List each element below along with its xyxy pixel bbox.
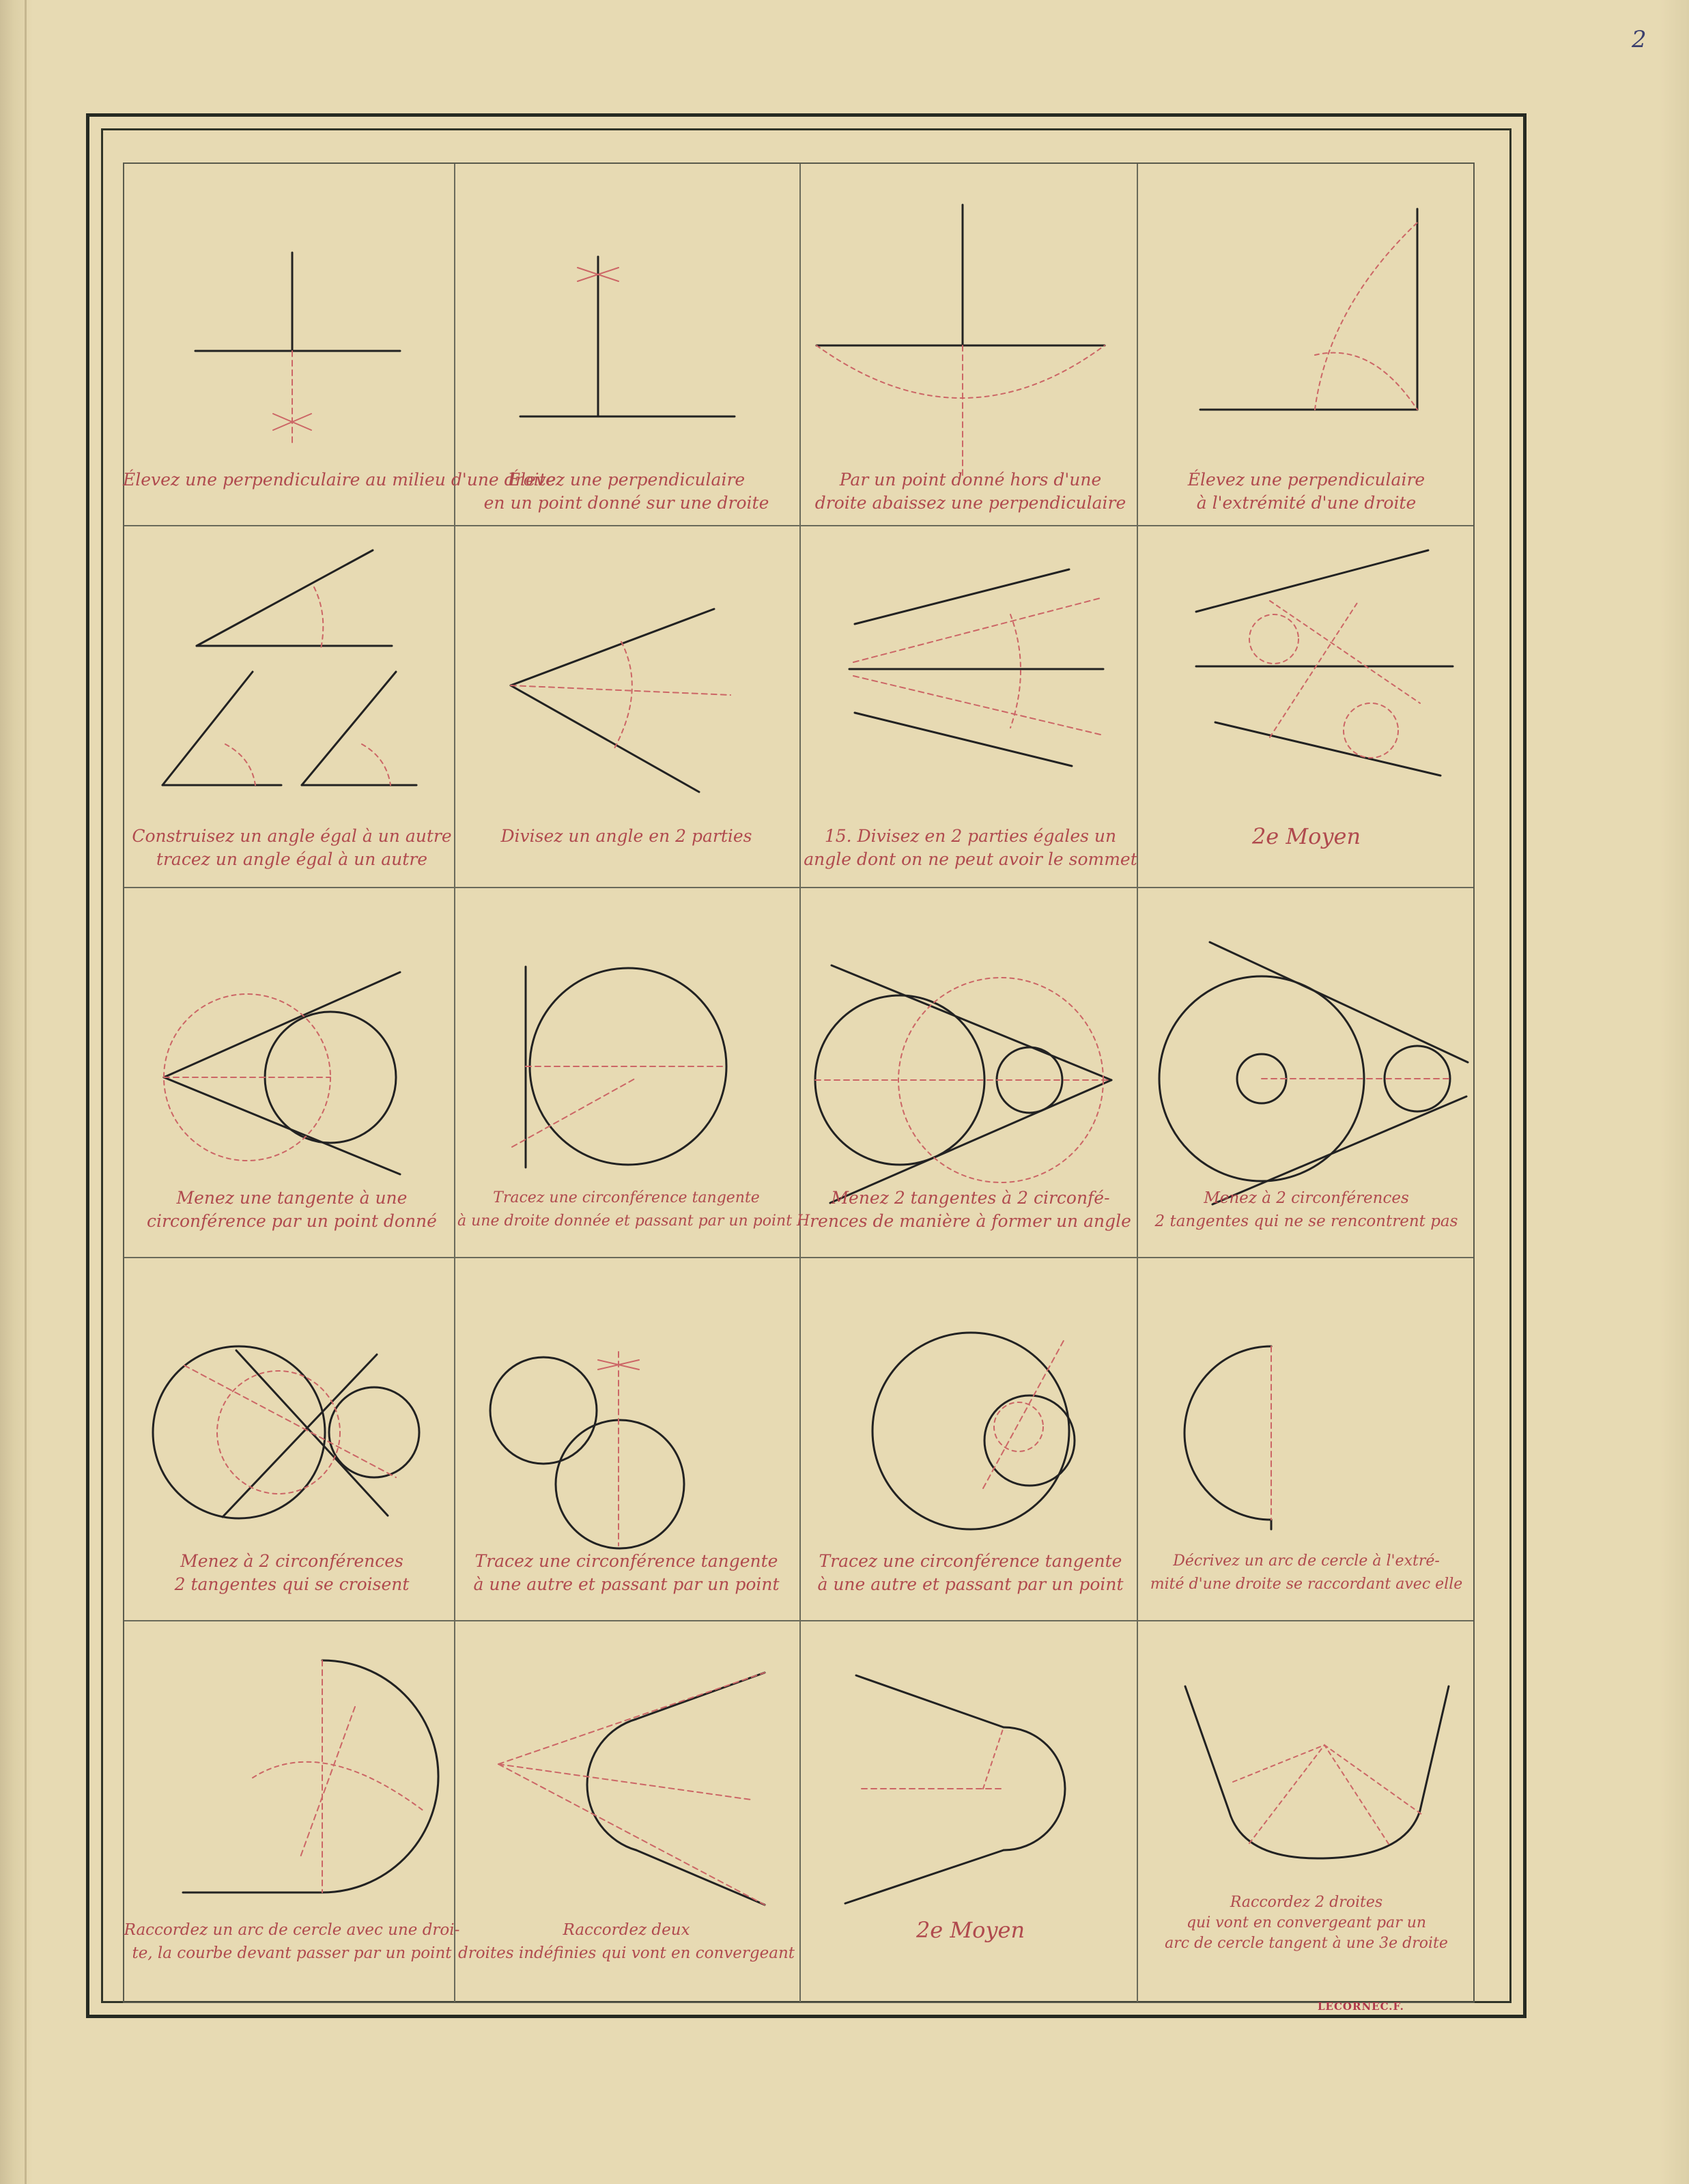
plate-4-caption	[1137, 468, 1475, 515]
plate-2-caption-line2: en un point donné sur une droite	[483, 493, 769, 513]
plate-10-caption-line2: à une droite donnée et passant par un point H	[457, 1212, 810, 1230]
plate-11-drawing	[815, 965, 1111, 1203]
plate-2-caption	[457, 468, 795, 515]
plate-16-caption-line1: Décrivez un arc de cercle à l'extré-	[1173, 1552, 1440, 1570]
plate-20-caption-line2: qui vont en convergeant par un	[1186, 1914, 1427, 1931]
plate-17-caption	[123, 1918, 461, 1965]
plate-5-caption	[123, 825, 461, 871]
plate-4-caption-line1: Élevez une perpendiculaire	[1187, 470, 1425, 490]
plate-18-drawing	[498, 1673, 765, 1905]
plate-10-caption	[457, 1187, 810, 1233]
plate-2-drawing	[520, 257, 735, 416]
plate-1-caption-line2: Élevez une perpendiculaire au milieu d'une droite	[123, 470, 556, 490]
plate-4-caption-line2: à l'extrémité d'une droite	[1196, 493, 1417, 513]
plate-9-caption-line2: circonférence par un point donné	[147, 1211, 437, 1231]
page-number: 2	[1632, 26, 1647, 53]
plate-18-caption	[457, 1918, 795, 1965]
plate-13-caption	[123, 1550, 461, 1596]
plate-6-caption	[457, 825, 795, 848]
plate-15-caption	[801, 1550, 1139, 1596]
plate-7-drawing	[849, 569, 1103, 766]
plate-15-caption-line1: Tracez une circonférence tangente	[819, 1551, 1122, 1571]
plate-19-caption	[801, 1918, 1139, 1942]
plate-6-drawing	[511, 609, 730, 792]
plate-5-caption-line2: tracez un angle égal à un autre	[156, 849, 428, 869]
plate-3-caption	[801, 468, 1139, 515]
plate-18-caption-line1: Raccordez deux	[563, 1921, 690, 1939]
plate-8-caption	[1137, 825, 1475, 848]
plate-3-caption-line1: Par un point donné hors d'une	[839, 470, 1102, 490]
drawings	[153, 205, 1468, 1905]
plate-12-drawing	[1159, 942, 1468, 1204]
plate-10-drawing	[512, 967, 726, 1167]
plate-2-caption-line1: Élevez une perpendiculaire	[507, 470, 746, 490]
plate-11-caption-line1: Menez 2 tangentes à 2 circonfé-	[831, 1188, 1110, 1208]
plate-20-caption	[1137, 1892, 1475, 1954]
grid-lines	[124, 164, 1473, 2002]
plate-19-caption-line2: 2e Moyen	[916, 1917, 1025, 1943]
plate-10-caption-line1: Tracez une circonférence tangente	[493, 1189, 760, 1206]
plate-11-caption	[801, 1187, 1139, 1233]
plate-3-drawing	[817, 205, 1105, 478]
plate-20-drawing	[1185, 1686, 1449, 1858]
plate-14-drawing	[490, 1352, 684, 1548]
plate-9-drawing	[164, 972, 400, 1174]
plate-12-caption	[1137, 1187, 1475, 1233]
plate-8-caption-line2: 2e Moyen	[1251, 823, 1361, 849]
plate-13-caption-line1: Menez à 2 circonférences	[180, 1551, 403, 1571]
plate-8-drawing	[1196, 550, 1453, 776]
plate-20-caption-line3: arc de cercle tangent à une 3e droite	[1165, 1935, 1448, 1952]
plate-16-drawing	[1184, 1346, 1271, 1529]
plate-18-caption-line2: droites indéfinies qui vont en convergeant	[457, 1944, 795, 1962]
plate-16-caption	[1137, 1550, 1475, 1596]
plate-11-caption-line2: rences de manière à former un angle	[810, 1211, 1131, 1231]
plate-9-caption-line1: Menez une tangente à une	[176, 1188, 408, 1208]
plate-14-caption	[457, 1550, 795, 1596]
plate-13-caption-line2: 2 tangentes qui se croisent	[174, 1574, 410, 1594]
plate-4-drawing	[1200, 209, 1417, 410]
plate-15-caption-line2: à une autre et passant par un point	[817, 1574, 1124, 1594]
plate-20-caption-line1: Raccordez 2 droites	[1230, 1894, 1383, 1911]
plate-19-drawing	[845, 1675, 1065, 1903]
plate-5-drawing	[162, 550, 416, 785]
engraver-signature: LECORNEC.F.	[1318, 2000, 1404, 2013]
plate-14-caption-line2: à une autre et passant par un point	[473, 1574, 780, 1594]
plate-17-drawing	[183, 1660, 438, 1892]
plate-9-caption	[123, 1187, 461, 1233]
plate-14-caption-line1: Tracez une circonférence tangente	[474, 1551, 778, 1571]
plate-13-drawing	[153, 1346, 419, 1518]
plate-1-caption	[123, 468, 556, 492]
plate-17-caption-line1: Raccordez un arc de cercle avec une droi-	[124, 1921, 460, 1939]
plate-16-caption-line2: mité d'une droite se raccordant avec elle	[1150, 1576, 1463, 1593]
plate-5-caption-line1: Construisez un angle égal à un autre	[132, 826, 452, 846]
plate-7-caption-line1: 15. Divisez en 2 parties égales un	[824, 826, 1117, 846]
plate-1-drawing	[195, 253, 400, 442]
plate-12-caption-line2: 2 tangentes qui ne se rencontrent pas	[1154, 1212, 1458, 1230]
plate-15-drawing	[872, 1333, 1075, 1529]
plate-7-caption-line2: angle dont on ne peut avoir le sommet	[804, 849, 1137, 869]
plate-6-caption-line2: Divisez un angle en 2 parties	[500, 826, 752, 846]
plate-17-caption-line2: te, la courbe devant passer par un point	[132, 1944, 452, 1962]
plate-3-caption-line2: droite abaissez une perpendiculaire	[814, 493, 1126, 513]
plate-12-caption-line1: Menez à 2 circonférences	[1204, 1189, 1409, 1207]
plate-7-caption	[801, 825, 1139, 871]
